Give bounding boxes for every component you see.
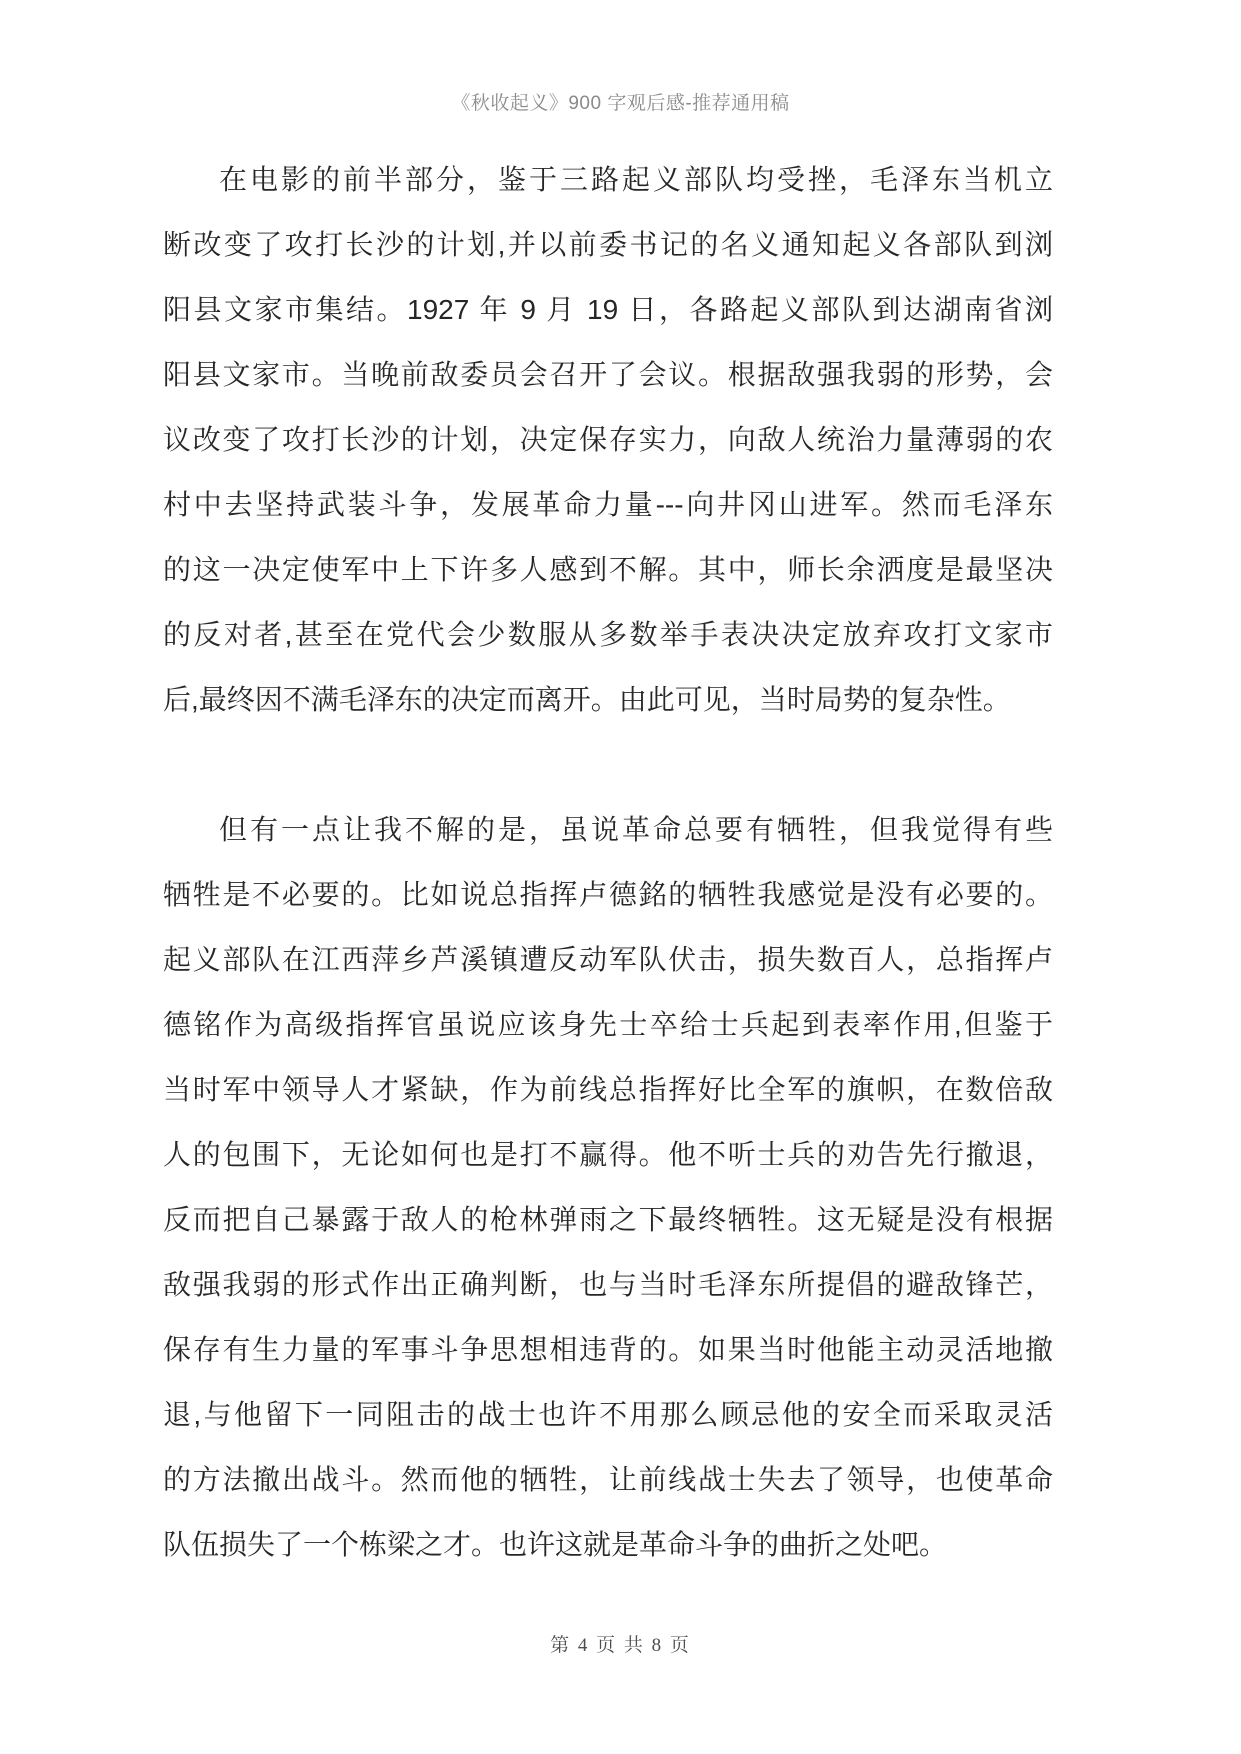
text-line: 断改变了攻打长沙的计划,并以前委书记的名义通知起义各部队到浏 <box>163 229 1053 260</box>
text-line: 村中去坚持武装斗争，发展革命力量---向井冈山进军。然而毛泽东 <box>163 489 1053 520</box>
text-line: 队伍损失了一个栋梁之才。也许这就是革命斗争的曲折之处吧。 <box>163 1529 948 1560</box>
document-header-title: 《秋收起义》900 字观后感-推荐通用稿 <box>451 93 790 114</box>
text-line: 退,与他留下一同阻击的战士也许不用那么顾忌他的安全而采取灵活 <box>163 1399 1053 1430</box>
text-line: 当时军中领导人才紧缺，作为前线总指挥好比全军的旗帜，在数倍敌 <box>163 1074 1053 1105</box>
text-line: 阳县文家市集结。1927 年 9 月 19 日，各路起义部队到达湖南省浏 <box>163 294 1053 325</box>
text-line: 牺牲是不必要的。比如说总指挥卢德銘的牺牲我感觉是没有必要的。 <box>163 879 1053 910</box>
page-number-footer: 第 4 页 共 8 页 <box>550 1635 691 1656</box>
text-line: 德铭作为高级指挥官虽说应该身先士卒给士兵起到表率作用,但鉴于 <box>163 1009 1053 1040</box>
text-line: 反而把自己暴露于敌人的枪林弹雨之下最终牺牲。这无疑是没有根据 <box>163 1204 1053 1235</box>
text-line: 但有一点让我不解的是，虽说革命总要有牺牲，但我觉得有些 <box>219 814 1053 845</box>
text-line: 起义部队在江西萍乡芦溪镇遭反动军队伏击，损失数百人，总指挥卢 <box>163 944 1053 975</box>
text-line: 后,最终因不满毛泽东的决定而离开。由此可见，当时局势的复杂性。 <box>163 684 1011 715</box>
text-line: 的方法撤出战斗。然而他的牺牲，让前线战士失去了领导，也使革命 <box>163 1464 1053 1495</box>
text-line: 保存有生力量的军事斗争思想相违背的。如果当时他能主动灵活地撤 <box>163 1334 1053 1365</box>
text-line: 敌强我弱的形式作出正确判断，也与当时毛泽东所提倡的避敌锋芒， <box>163 1269 1053 1300</box>
paragraph <box>163 797 1053 1577</box>
text-line: 人的包围下，无论如何也是打不赢得。他不听士兵的劝告先行撤退， <box>163 1139 1053 1170</box>
text-line: 在电影的前半部分，鉴于三路起义部队均受挫，毛泽东当机立 <box>219 164 1053 195</box>
text-line: 阳县文家市。当晚前敌委员会召开了会议。根据敌强我弱的形势，会 <box>163 359 1053 390</box>
text-line: 议改变了攻打长沙的计划，决定保存实力，向敌人统治力量薄弱的农 <box>163 424 1053 455</box>
paragraph <box>163 147 1053 732</box>
text-line: 的反对者,甚至在党代会少数服从多数举手表决决定放弃攻打文家市 <box>163 619 1053 650</box>
text-line: 的这一决定使军中上下许多人感到不解。其中，师长余洒度是最坚决 <box>163 554 1053 585</box>
document-body <box>163 147 1053 1642</box>
